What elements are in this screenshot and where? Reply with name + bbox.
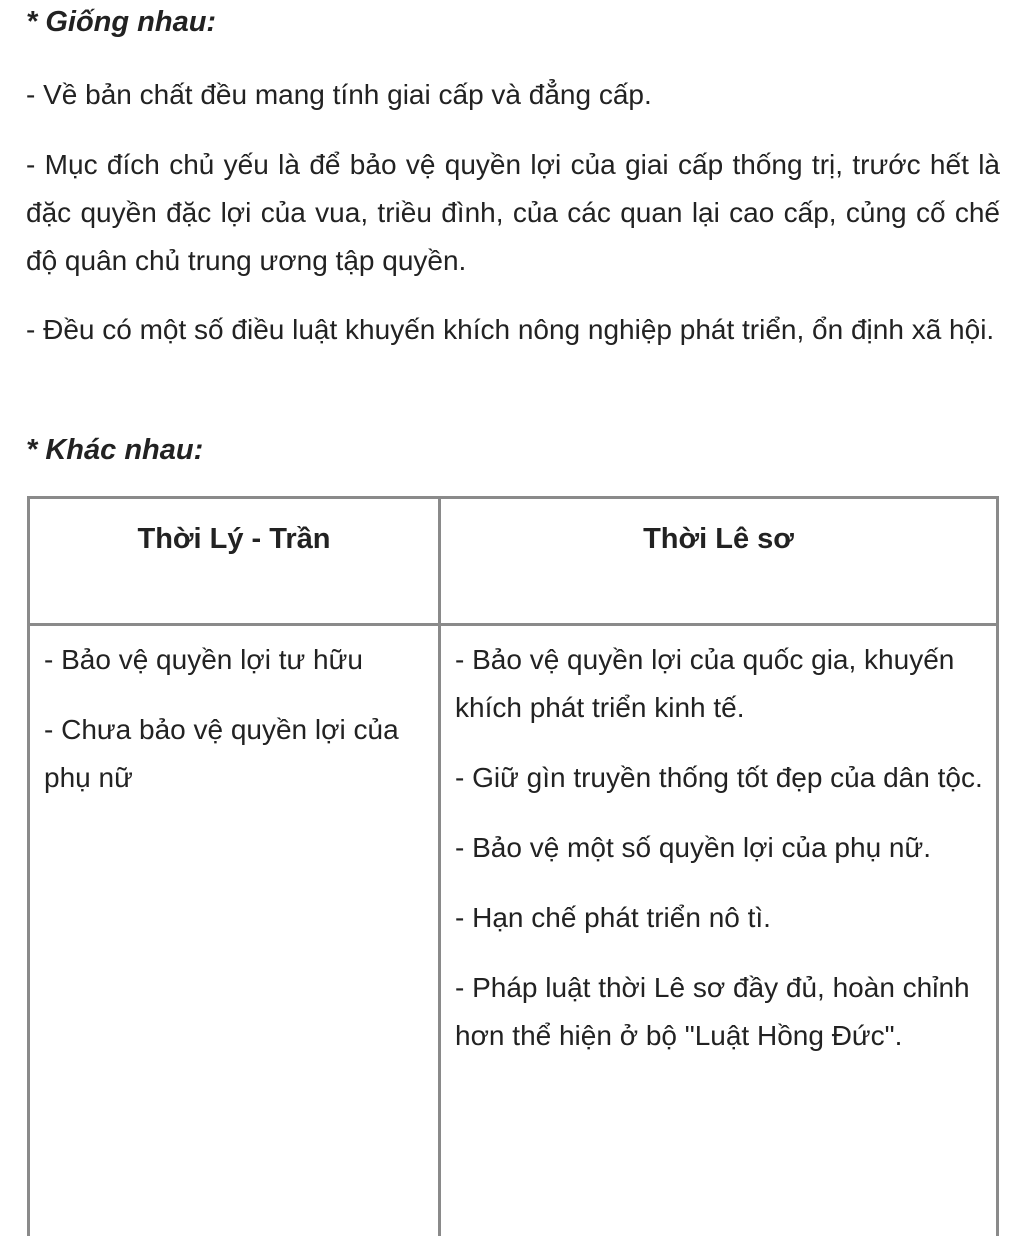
le-so-item: - Pháp luật thời Lê sơ đầy đủ, hoàn chỉnh hơn thể hiện ở bộ "Luật Hồng Đức". [455,964,988,1060]
ly-tran-item: - Bảo vệ quyền lợi tư hữu [44,636,430,684]
similarity-point-1: - Về bản chất đều mang tính giai cấp và đẳng cấp. [26,71,1000,119]
le-so-item: - Bảo vệ quyền lợi của quốc gia, khuyến khích phát triển kinh tế. [455,636,988,732]
header-le-so: Thời Lê sơ [440,498,998,625]
le-so-item: - Giữ gìn truyền thống tốt đẹp của dân tộc. [455,754,988,802]
le-so-item: - Bảo vệ một số quyền lợi của phụ nữ. [455,824,988,872]
similarity-point-2: - Mục đích chủ yếu là để bảo vệ quyền lợi của giai cấp thống trị, trước hết là đặc quyền đặc lợi của vua, triều đình, của các quan lại cao cấp, củng cố chế độ quân chủ trung ương tập quyền. [26,141,1000,285]
similarities-heading: * Giống nhau: [26,4,216,40]
comparison-table [27,496,999,1236]
le-so-cell [440,625,998,1236]
header-ly-tran: Thời Lý - Trần [29,498,440,625]
ly-tran-item: - Chưa bảo vệ quyền lợi của phụ nữ [44,706,430,802]
differences-heading: * Khác nhau: [26,432,203,468]
table-row [29,625,998,1236]
similarity-point-3: - Đều có một số điều luật khuyến khích nông nghiệp phát triển, ổn định xã hội. [26,306,1000,354]
table-header-row [29,498,998,625]
ly-tran-cell [29,625,440,1236]
le-so-item: - Hạn chế phát triển nô tì. [455,894,988,942]
